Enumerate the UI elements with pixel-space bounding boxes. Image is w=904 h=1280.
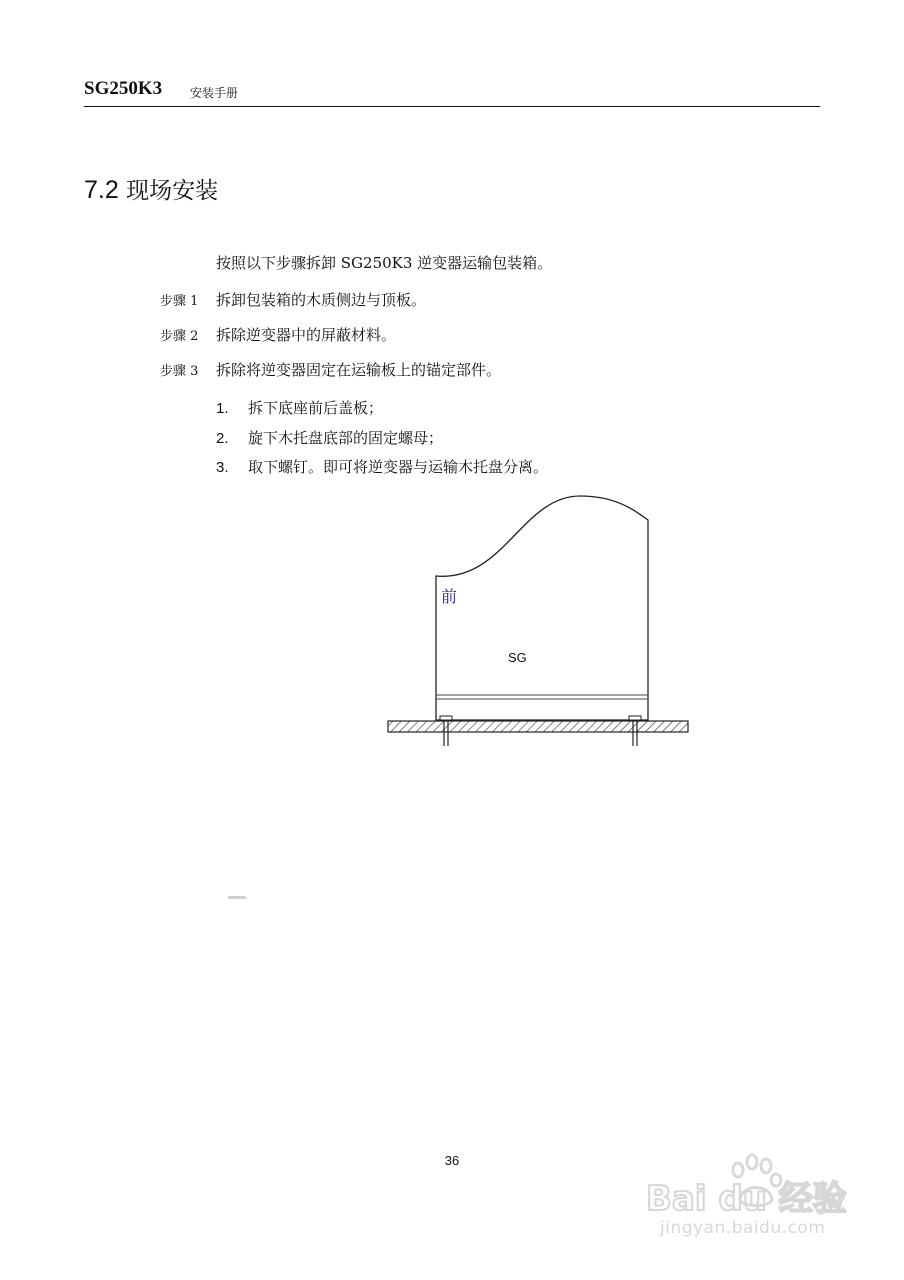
inverter-pallet-figure [384, 492, 694, 752]
step-text: 拆卸包装箱的木质侧边与顶板。 [216, 291, 427, 309]
substep-1 [216, 397, 383, 418]
shipping-pallet [388, 721, 688, 732]
front-label: 前 [441, 587, 458, 606]
model-name: SG250K3 [84, 78, 163, 99]
substep-2 [216, 427, 443, 448]
page-number: 36 [444, 1153, 460, 1168]
step-3 [160, 359, 501, 380]
section-title [84, 172, 218, 205]
scan-smudge [228, 896, 246, 899]
step-text: 拆除将逆变器固定在运输板上的锚定部件。 [216, 361, 502, 379]
section-title-text: 现场安装 [126, 178, 219, 204]
substep-index: 1. [216, 400, 229, 417]
step-text: 拆除逆变器中的屏蔽材料。 [216, 326, 397, 344]
intro-paragraph: 按照以下步骤拆卸 SG250K3 逆变器运输包装箱。 [216, 254, 553, 272]
substep-text: 拆下底座前后盖板； [248, 399, 384, 417]
page-header [84, 78, 820, 107]
step-2 [160, 324, 396, 345]
unit-label: SG [508, 650, 527, 665]
substep-3 [216, 456, 548, 477]
inverter-cabinet [436, 496, 648, 720]
substep-text: 旋下木托盘底部的固定螺母； [248, 429, 444, 447]
document-name: 安装手册 [190, 86, 239, 100]
watermark-url: jingyan.baidu.com [660, 1218, 826, 1238]
step-1 [160, 289, 426, 310]
step-label: 步骤 2 [160, 329, 199, 344]
step-label: 步骤 1 [160, 294, 199, 309]
step-label: 步骤 3 [160, 364, 199, 379]
substep-index: 2. [216, 430, 229, 447]
substep-text: 取下螺钉。即可将逆变器与运输木托盘分离。 [248, 458, 549, 476]
substep-index: 3. [216, 459, 229, 476]
watermark-brand: Bai du 经验 [646, 1179, 847, 1219]
paw-icon [733, 1163, 743, 1177]
section-number: 7.2 [84, 176, 119, 204]
